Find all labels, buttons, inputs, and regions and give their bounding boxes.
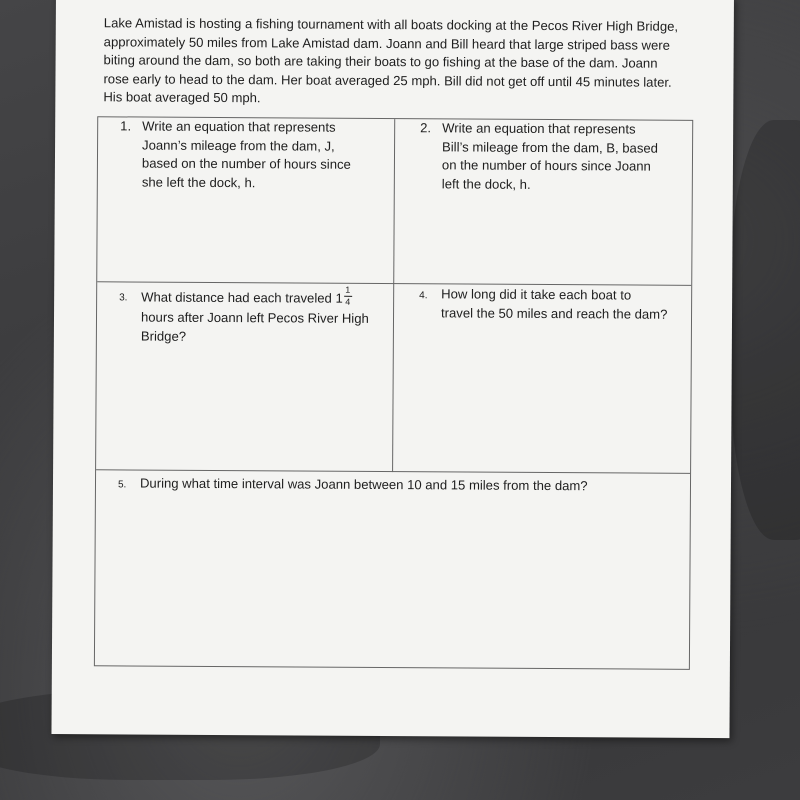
question-line: on the number of hours since Joann bbox=[441, 157, 651, 174]
mixed-number-fraction bbox=[344, 286, 352, 307]
intro-paragraph: Lake Amistad is hosting a fishing tournament with all boats docking at the Pecos River High Bridge, approximately 50 miles from Lake Amistad dam. Joann and Bill heard that large striped bass were biting around the dam, so both are taking their boats to go fishing at the base of the dam. Joann rose early to head to the dam. Her boat averaged 25 mph. Bill did not get off until 45 minutes later. His boat averaged 50 mph. bbox=[103, 15, 679, 106]
answer-grid bbox=[94, 116, 693, 670]
fraction-numerator: 1 bbox=[345, 284, 351, 295]
question-1 bbox=[120, 117, 380, 191]
question-number: 1. bbox=[120, 118, 132, 134]
question-line: Write an equation that represents bbox=[142, 118, 336, 135]
question-number: 3. bbox=[119, 292, 128, 304]
question-line: How long did it take each boat to bbox=[441, 286, 632, 303]
fabric-fold bbox=[730, 120, 800, 540]
question-line: travel the 50 miles and reach the dam? bbox=[441, 304, 668, 322]
question-2 bbox=[420, 119, 690, 192]
question-line: left the dock, h. bbox=[441, 176, 531, 192]
question-number: 2. bbox=[420, 120, 432, 136]
question-line: What distance had each traveled 1 bbox=[141, 289, 343, 306]
question-line: During what time interval was Joann between 10 and 15 miles from the dam? bbox=[139, 475, 588, 494]
question-line: hours after Joann left Pecos River High bbox=[140, 309, 369, 326]
question-3 bbox=[119, 284, 389, 344]
question-line: Joann’s mileage from the dam, J, bbox=[142, 137, 335, 154]
question-number: 4. bbox=[419, 290, 428, 302]
question-line: Bill’s mileage from the dam, B, based bbox=[442, 138, 659, 156]
fraction-denominator: 4 bbox=[345, 296, 351, 307]
question-number: 5. bbox=[117, 479, 127, 491]
question-5 bbox=[117, 474, 678, 494]
question-line: based on the number of hours since bbox=[141, 155, 351, 172]
question-line: Bridge? bbox=[140, 328, 187, 344]
question-line: she left the dock, h. bbox=[141, 174, 256, 191]
question-line: Write an equation that represents bbox=[442, 120, 636, 137]
grid-divider-vertical bbox=[392, 119, 395, 472]
worksheet-page bbox=[51, 0, 734, 738]
